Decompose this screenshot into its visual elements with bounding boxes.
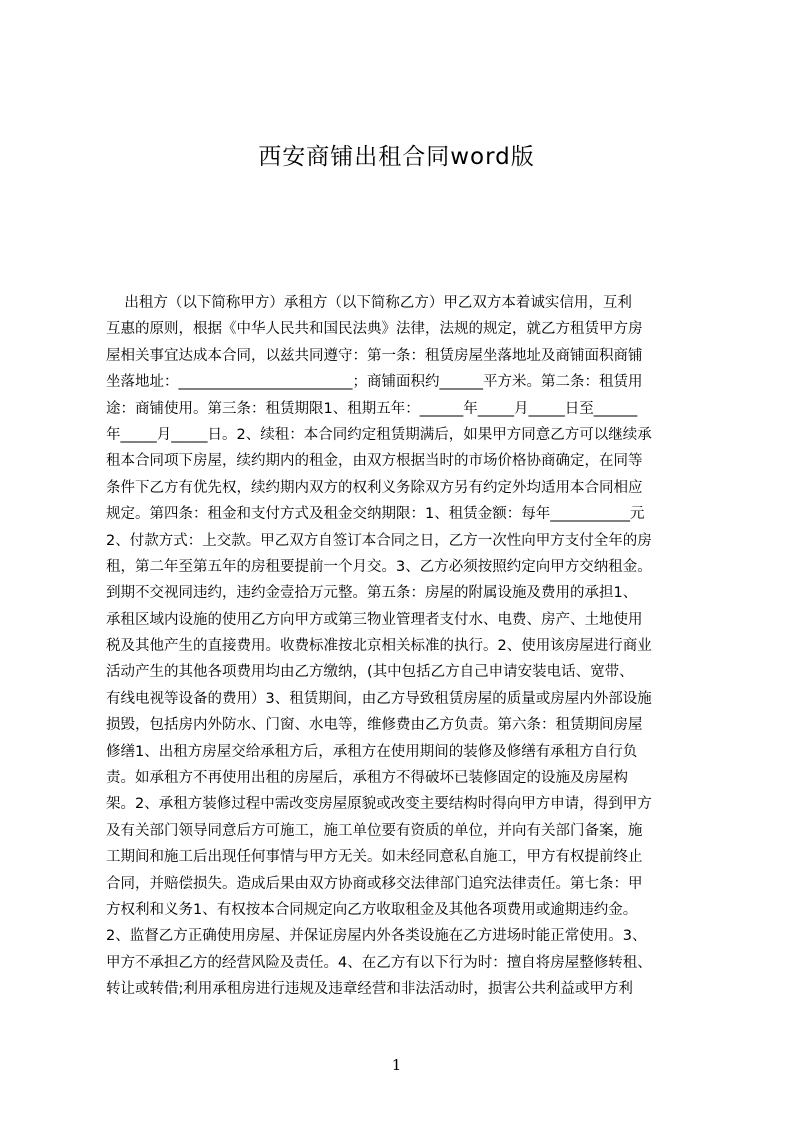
text-line: 到期不交视同违约，违约金壹拾万元整。第五条：房屋的附属设施及费用的承担1、 [106,585,638,602]
text-line: 租，第二年至第五年的房租要提前一个月交。3、乙方必须按照约定向甲方交纳租金。 [106,558,652,575]
page-number: 1 [391,1056,402,1074]
text-line: 税及其他产生的直接费用。收费标准按北京相关标准的执行。2、使用该房屋进行商业 [106,638,652,655]
text-line: 工期间和施工后出现任何事情与甲方无关。如未经同意私自施工，甲方有权提前终止 [106,849,643,866]
text-line: 条件下乙方有优先权，续约期内双方的权利义务除双方另有约定外均适用本合同相应 [106,479,643,496]
text-line: 合同，并赔偿损失。造成后果由双方协商或移交法律部门追究法律责任。第七条：甲 [106,875,643,892]
text-line: 架。2、承租方装修过程中需改变房屋原貌或改变主要结构时得向甲方申请，得到甲方 [106,796,652,813]
text-line: 规定。第四条：租金和支付方式及租金交纳期限：1、租赁金额：每年___________元 [106,506,645,523]
text-line: 方权利和义务1、有权按本合同规定向乙方收取租金及其他各项费用或逾期违约金。 [106,901,638,918]
document-title: 西安商铺出租合同word版 [258,144,535,170]
text-line: 责。如承租方不再使用出租的房屋后，承租方不得破坏已装修固定的设施及房屋构 [106,770,628,787]
text-line: 2、付款方式：上交款。甲乙双方自签订本合同之日，乙方一次性向甲方支付全年的房 [106,532,652,549]
text-line: 损毁，包括房内外防水、门窗、水电等，维修费由乙方负责。第六条：租赁期间房屋 [106,717,643,734]
text-line: 有线电视等设备的费用）3、租赁期间，由乙方导致租赁房屋的质量或房屋内外部设施 [106,690,652,707]
text-line: 租本合同项下房屋，续约期内的租金，由双方根据当时的市场价格协商确定，在同等 [106,453,643,470]
text-line: 及有关部门领导同意后方可施工，施工单位要有资质的单位，并向有关部门备案，施 [106,822,643,839]
text-line: 出租方（以下简称甲方）承租方（以下简称乙方）甲乙双方本着诚实信用，互利 [106,295,632,311]
text-line: 承租区域内设施的使用乙方向甲方或第三物业管理者支付水、电费、房产、土地使用 [106,611,643,628]
contract-body [106,290,696,1003]
text-line: 坐落地址：________________________；商铺面积约______平方米。第二条：租赁用 [106,374,643,391]
text-line: 屋相关事宜达成本合同，以兹共同遵守：第一条：租赁房屋坐落地址及商铺面积商铺 [106,347,643,364]
text-line: 2、监督乙方正确使用房屋、并保证房屋内外各类设施在乙方进场时能正常使用。3、 [106,928,647,945]
text-line: 途：商铺使用。第三条：租赁期限1、租期五年：______年_____月_____日至______ [106,400,638,417]
text-line: 活动产生的其他各项费用均由乙方缴纳，(其中包括乙方自己申请安装电话、宽带、 [106,664,634,681]
text-line: 转让或转借;利用承租房进行违规及违章经营和非法活动时，损害公共利益或甲方利 [106,981,633,998]
text-line: 甲方不承担乙方的经营风险及责任。4、在乙方有以下行为时：擅自将房屋整修转租、 [106,954,652,971]
text-line: 互惠的原则，根据《中华人民共和国民法典》法律，法规的规定，就乙方租赁甲方房 [106,321,643,338]
text-line: 年_____月_____日。2、续租：本合同约定租赁期满后，如果甲方同意乙方可以继续承 [106,426,652,443]
text-line: 修缮1、出租方房屋交给承租方后，承租方在使用期间的装修及修缮有承租方自行负 [106,743,638,760]
